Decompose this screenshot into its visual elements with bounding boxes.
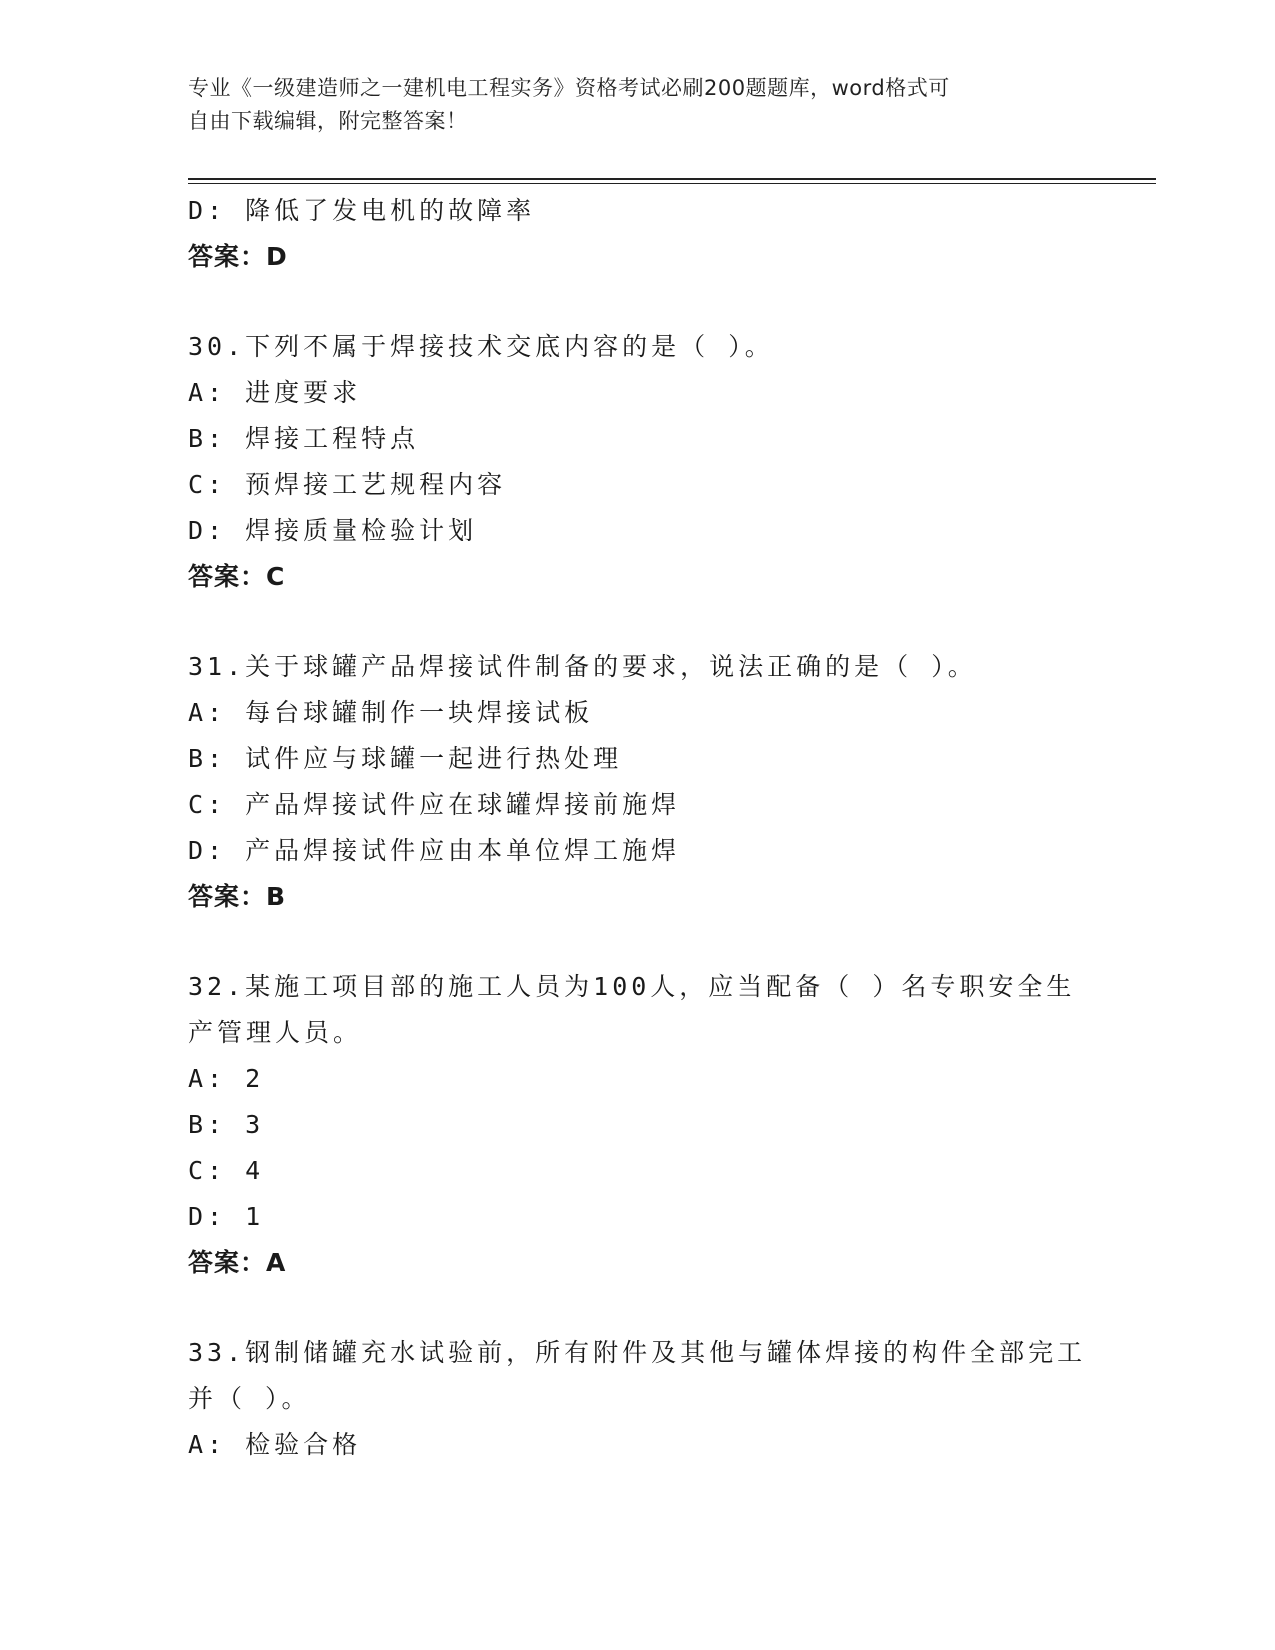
question-32 [188,964,1108,1286]
option-c: C: 预焊接工艺规程内容 [188,470,507,499]
option-a: A: 2 [188,1064,265,1093]
question-content [188,188,1108,1468]
option-c: C: 4 [188,1156,265,1185]
question-stem: 30.下列不属于焊接技术交底内容的是（ ）。 [188,332,774,361]
option-a: A: 检验合格 [188,1430,362,1459]
spacer [188,920,1108,964]
option-c: C: 产品焊接试件应在球罐焊接前施焊 [188,790,681,819]
question-stem-line-2: 产管理人员。 [188,1018,363,1047]
answer: 答案：D [188,242,288,271]
question-stem-line-1: 32.某施工项目部的施工人员为100人，应当配备（ ）名专职安全生 [188,972,1076,1001]
option-d: D: 降低了发电机的故障率 [188,196,536,225]
spacer [188,280,1108,324]
document-header [188,72,1088,138]
header-divider-thick [188,178,1156,180]
question-31 [188,644,1108,920]
header-line-2: 自由下载编辑，附完整答案！ [188,109,468,133]
option-d: D: 产品焊接试件应由本单位焊工施焊 [188,836,681,865]
question-30 [188,324,1108,600]
answer: 答案：B [188,882,287,911]
question-33 [188,1330,1108,1468]
header-line-1: 专业《一级建造师之一建机电工程实务》资格考试必刷200题题库，word格式可 [188,76,950,100]
header-divider-thin [188,183,1156,184]
answer: 答案：C [188,562,286,591]
answer: 答案：A [188,1248,287,1277]
option-b: B: 3 [188,1110,265,1139]
option-d: D: 焊接质量检验计划 [188,516,478,545]
spacer [188,600,1108,644]
question-stem: 31.关于球罐产品焊接试件制备的要求，说法正确的是（ ）。 [188,652,977,681]
option-d: D: 1 [188,1202,265,1231]
option-a: A: 进度要求 [188,378,362,407]
question-stem-line-2: 并（ ）。 [188,1384,311,1413]
option-b: B: 试件应与球罐一起进行热处理 [188,744,623,773]
option-b: B: 焊接工程特点 [188,424,420,453]
option-a: A: 每台球罐制作一块焊接试板 [188,698,594,727]
spacer [188,1286,1108,1330]
question-stem-line-1: 33.钢制储罐充水试验前，所有附件及其他与罐体焊接的构件全部完工 [188,1338,1087,1367]
